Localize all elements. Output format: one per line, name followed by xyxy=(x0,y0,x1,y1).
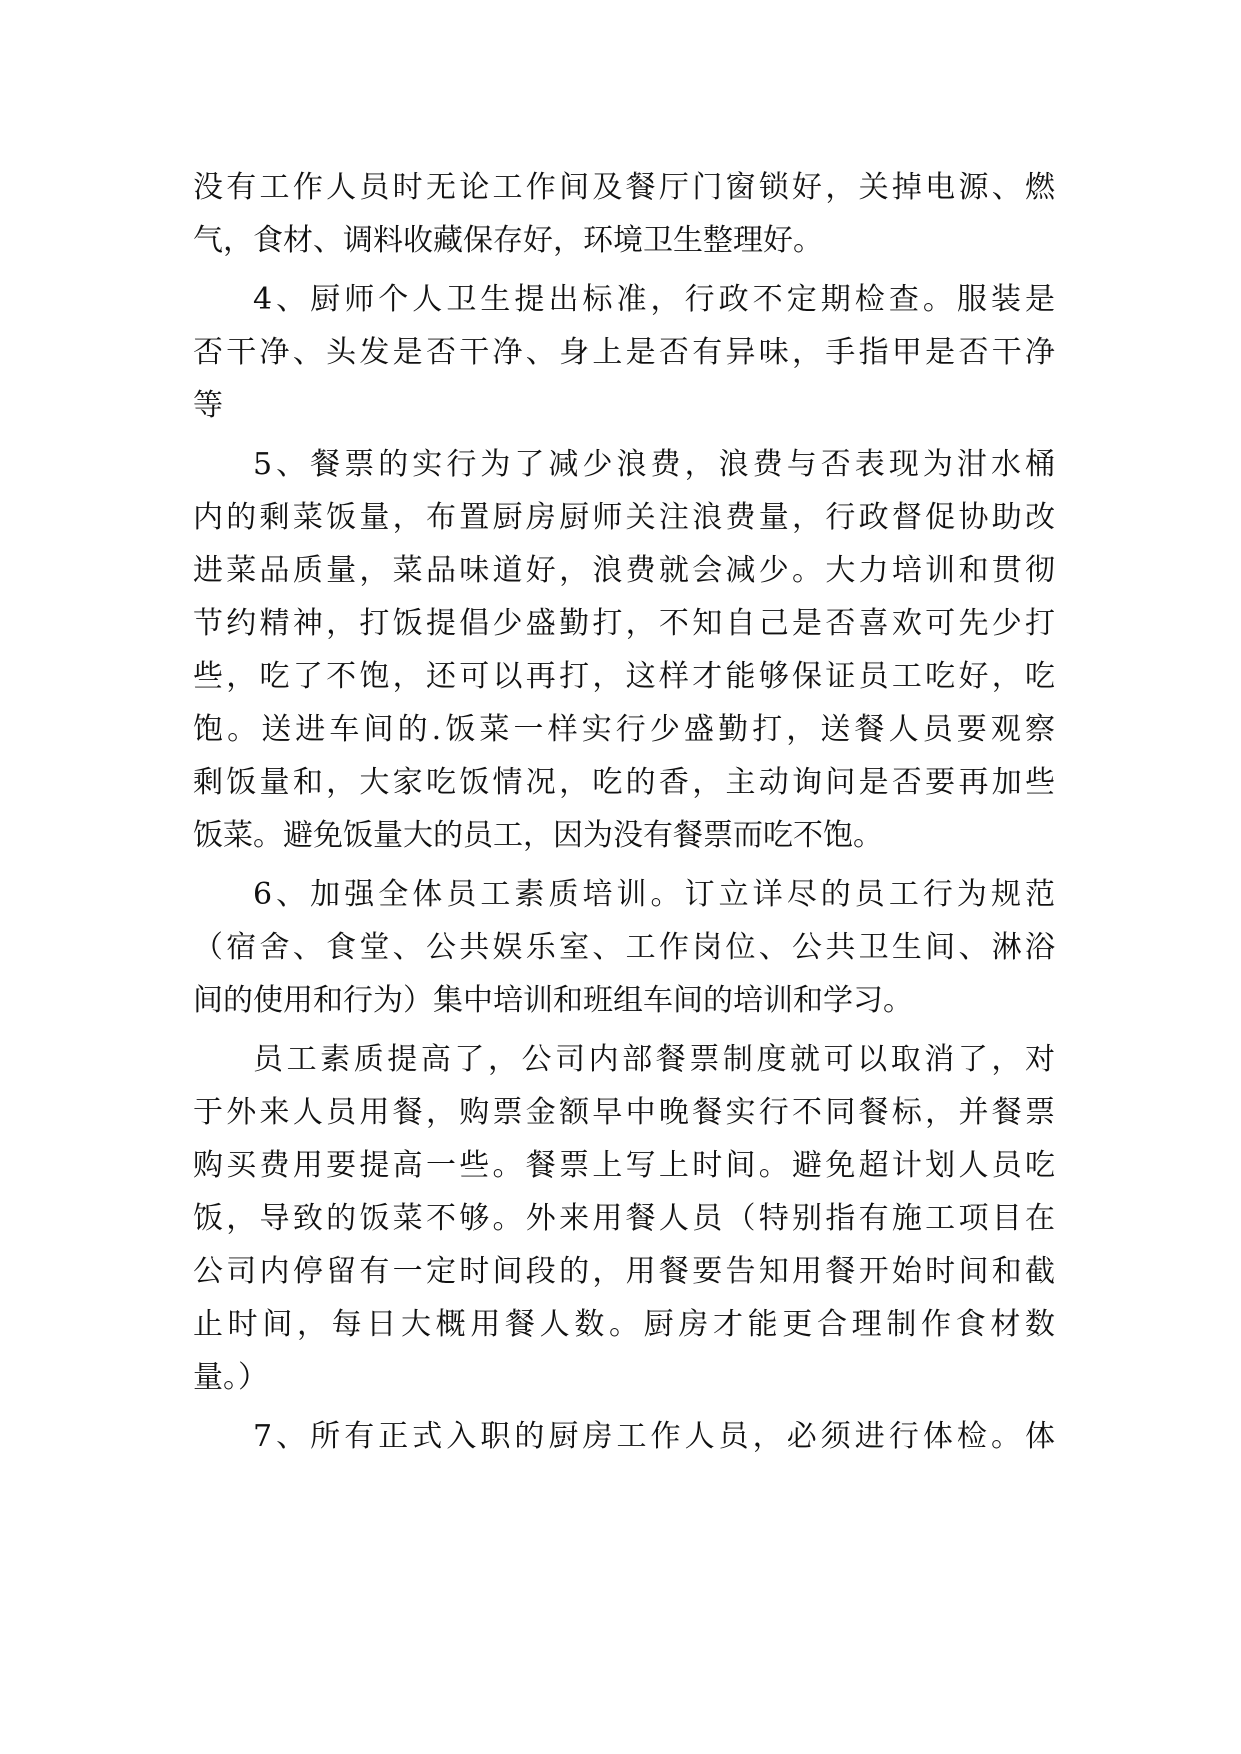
text-line: 否干净、头发是否干净、身上是否有异味，手指甲是否干净 xyxy=(193,335,1055,370)
text-line: 等 xyxy=(193,388,223,423)
text-line: 6、加强全体员工素质培训。订立详尽的员工行为规范 xyxy=(253,877,1055,912)
text-line: 止时间，每日大概用餐人数。厨房才能更合理制作食材数 xyxy=(193,1307,1055,1342)
text-line: 4、厨师个人卫生提出标准，行政不定期检查。服装是 xyxy=(253,282,1055,317)
text-line: 公司内停留有一定时间段的，用餐要告知用餐开始时间和截 xyxy=(193,1254,1055,1289)
text-line: 节约精神，打饭提倡少盛勤打，不知自己是否喜欢可先少打 xyxy=(193,606,1055,641)
text-line: 员工素质提高了，公司内部餐票制度就可以取消了，对 xyxy=(253,1042,1055,1077)
text-line: 量。） xyxy=(193,1360,268,1395)
text-line: 气，食材、调料收藏保存好，环境卫生整理好。 xyxy=(193,223,823,258)
text-line: 进菜品质量，菜品味道好，浪费就会减少。大力培训和贯彻 xyxy=(193,553,1055,588)
text-line: 些，吃了不饱，还可以再打，这样才能够保证员工吃好，吃 xyxy=(193,659,1055,694)
text-line: 饱。送进车间的.饭菜一样实行少盛勤打，送餐人员要观察 xyxy=(193,712,1055,747)
text-line: 剩饭量和，大家吃饭情况，吃的香，主动询问是否要再加些 xyxy=(193,765,1055,800)
text-line: 饭，导致的饭菜不够。外来用餐人员（特别指有施工项目在 xyxy=(193,1201,1055,1236)
text-line: 于外来人员用餐，购票金额早中晚餐实行不同餐标，并餐票 xyxy=(193,1095,1055,1130)
text-line: 7、所有正式入职的厨房工作人员，必须进行体检。体 xyxy=(253,1419,1055,1454)
text-line: 没有工作人员时无论工作间及餐厅门窗锁好，关掉电源、燃 xyxy=(193,170,1055,205)
text-line: 5、餐票的实行为了减少浪费，浪费与否表现为泔水桶 xyxy=(253,447,1055,482)
text-line: 间的使用和行为）集中培训和班组车间的培训和学习。 xyxy=(193,983,913,1018)
text-line: （宿舍、食堂、公共娱乐室、工作岗位、公共卫生间、淋浴 xyxy=(193,930,1055,965)
text-line: 饭菜。避免饭量大的员工，因为没有餐票而吃不饱。 xyxy=(193,818,883,853)
text-line: 购买费用要提高一些。餐票上写上时间。避免超计划人员吃 xyxy=(193,1148,1055,1183)
text-line: 内的剩菜饭量，布置厨房厨师关注浪费量，行政督促协助改 xyxy=(193,500,1055,535)
